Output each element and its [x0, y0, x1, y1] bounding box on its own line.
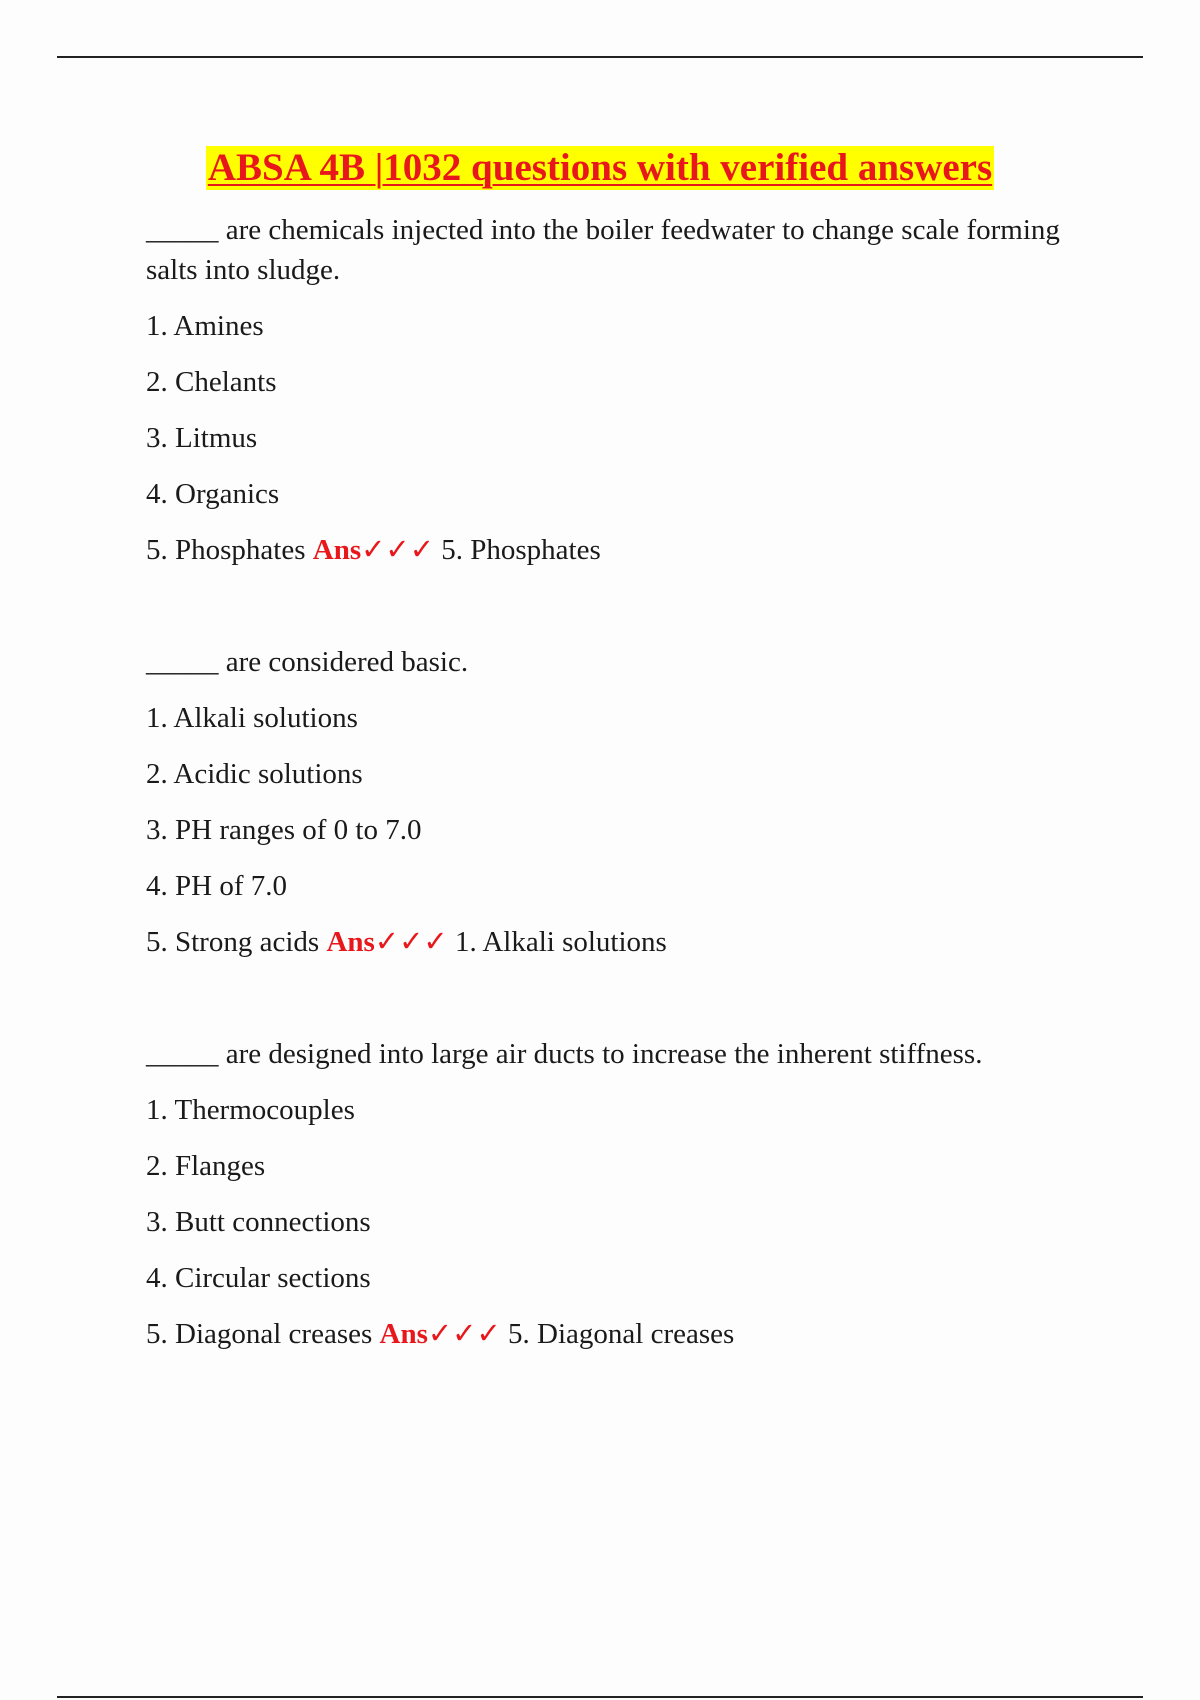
option-item: 4. Circular sections	[146, 1262, 371, 1294]
question-stem: _____ are chemicals injected into the boiler feedwater to change scale forming salts into sludge.	[146, 214, 1060, 286]
checkmark-icon: ✓✓✓	[427, 1318, 501, 1350]
question-block-3	[146, 1034, 1096, 1354]
checkmark-icon: ✓✓✓	[374, 926, 448, 958]
question-block-1	[146, 210, 1096, 570]
option-item-with-answer	[146, 530, 1096, 570]
checkmark-icon: ✓✓✓	[361, 534, 435, 566]
page-title: ABSA 4B |1032 questions with verified answers	[207, 146, 993, 189]
answer-label: Ans	[312, 534, 362, 566]
question-stem: _____ are designed into large air ducts to increase the inherent stiffness.	[146, 1038, 983, 1070]
option-item-with-answer	[146, 922, 1096, 962]
title-container	[0, 146, 1200, 190]
option-item: 1. Amines	[146, 310, 264, 342]
option-item: 3. Litmus	[146, 422, 258, 454]
option-text: 5. Strong acids	[146, 926, 320, 958]
footer-rule	[57, 1696, 1143, 1698]
option-item: 3. PH ranges of 0 to 7.0	[146, 814, 422, 846]
option-item: 2. Acidic solutions	[146, 758, 363, 790]
option-text: 5. Phosphates	[146, 534, 306, 566]
option-item: 3. Butt connections	[146, 1206, 371, 1238]
option-item: 1. Alkali solutions	[146, 702, 358, 734]
header-rule	[57, 56, 1143, 58]
answer-label: Ans	[326, 926, 375, 958]
answer-text: 5. Phosphates	[441, 534, 601, 566]
option-item: 2. Flanges	[146, 1150, 266, 1182]
document-body	[146, 210, 1096, 1354]
option-item: 4. Organics	[146, 478, 280, 510]
answer-text: 1. Alkali solutions	[454, 926, 667, 958]
option-item: 4. PH of 7.0	[146, 870, 287, 902]
question-stem: _____ are considered basic.	[146, 646, 469, 678]
option-item-with-answer	[146, 1314, 1096, 1354]
option-text: 5. Diagonal creases	[146, 1318, 373, 1350]
option-item: 2. Chelants	[146, 366, 277, 398]
answer-text: 5. Diagonal creases	[508, 1318, 735, 1350]
option-item: 1. Thermocouples	[146, 1094, 355, 1126]
question-block-2	[146, 642, 1096, 962]
answer-label: Ans	[379, 1318, 428, 1350]
